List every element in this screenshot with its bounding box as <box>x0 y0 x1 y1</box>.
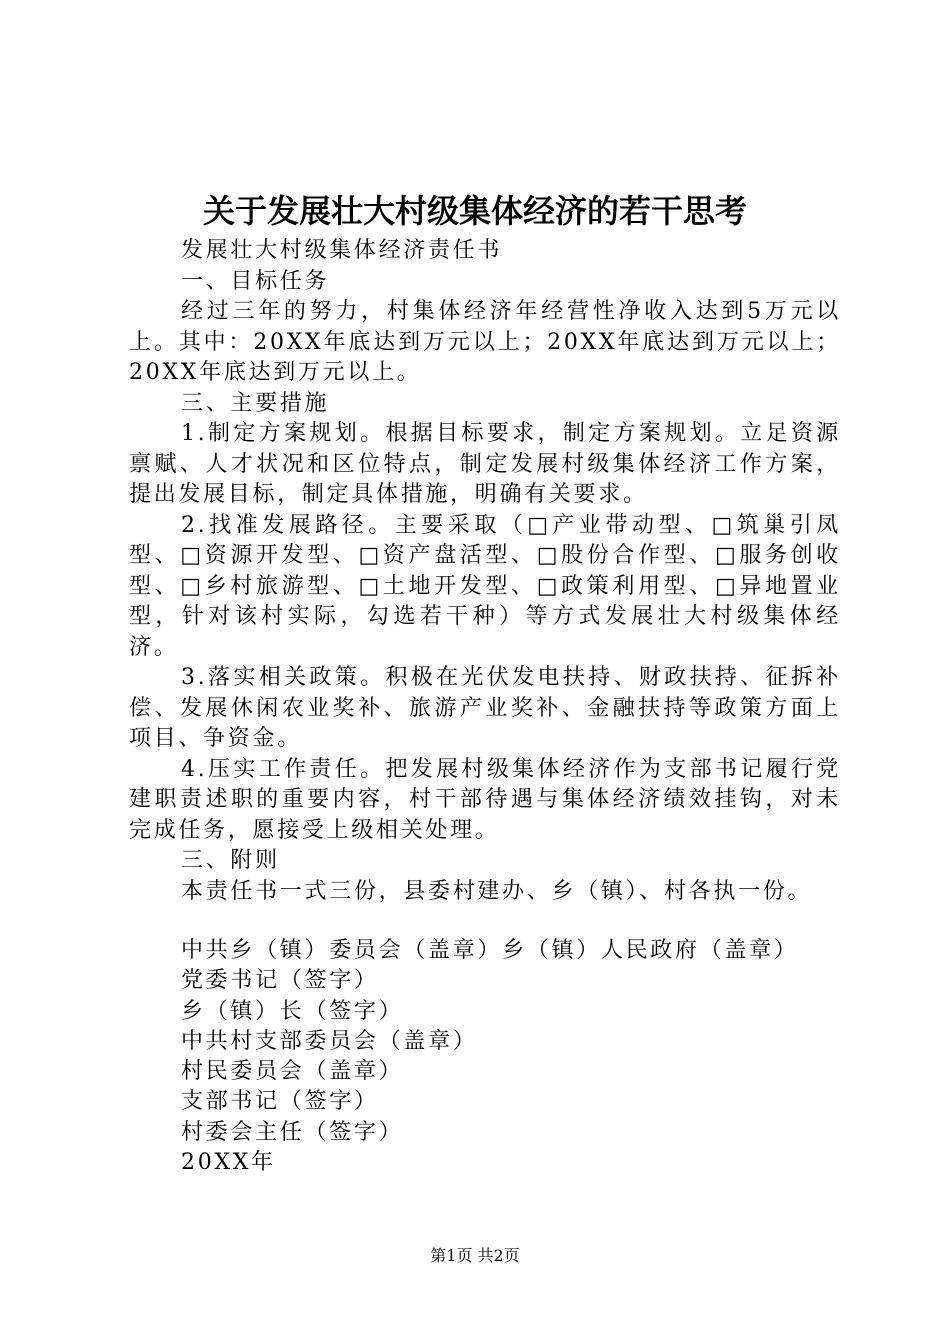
paragraph-goals: 经过三年的努力，村集体经济年经营性净收入达到5万元以上。其中：20XX年底达到万元以上；20XX年底达到万元以上；20XX年底达到万元以上。 <box>129 299 841 385</box>
signature-line: 乡（镇）长（签字） <box>181 998 404 1024</box>
signature-line: 支部书记（签字） <box>181 1089 379 1115</box>
signature-line: 党委书记（签字） <box>181 968 379 994</box>
signature-block <box>181 936 799 1178</box>
paragraph-measure-1: 1.制定方案规划。根据目标要求，制定方案规划。立足资源禀赋、人才状况和区位特点，制定发展村级集体经济工作方案，提出发展目标，制定具体措施，明确有关要求。 <box>129 421 841 507</box>
paragraph-measure-3: 3.落实相关政策。积极在光伏发电扶持、财政扶持、征拆补偿、发展休闲农业奖补、旅游产业奖补、金融扶持等政策方面上项目、争资金。 <box>129 665 841 751</box>
signature-line: 村委会主任（签字） <box>181 1119 404 1145</box>
paragraph-measure-4: 4.压实工作责任。把发展村级集体经济作为支部书记履行党建职责述职的重要内容，村干部待遇与集体经济绩效挂钩，对未完成任务，愿接受上级相关处理。 <box>129 756 841 843</box>
signature-line: 中共乡（镇）委员会（盖章）乡（镇）人民政府（盖章） <box>181 938 799 963</box>
signature-line: 村民委员会（盖章） <box>181 1059 404 1085</box>
document-body <box>129 236 841 907</box>
section-heading-goals: 一、目标任务 <box>181 268 330 294</box>
section-heading-appendix: 三、附则 <box>181 848 280 873</box>
signature-date: 20XX年 <box>181 1150 276 1176</box>
paragraph-measure-2: 2.找准发展路径。主要采取（□产业带动型、□筑巢引凤型、□资源开发型、□资产盘活型、□股份合作型、□服务创收型、□乡村旅游型、□土地开发型、□政策利用型、□异地置业型，针对该村实际，勾选若干种）等方式发展壮大村级集体经济。 <box>129 512 841 660</box>
signature-line: 中共村支部委员会（盖章） <box>181 1028 478 1054</box>
section-heading-measures: 三、主要措施 <box>181 390 330 416</box>
page-footer: 第1页 共2页 <box>430 1246 520 1265</box>
paragraph-appendix: 本责任书一式三份，县委村建办、乡（镇）、村各执一份。 <box>181 878 813 904</box>
document-title: 关于发展壮大村级集体经济的若干思考 <box>202 192 747 230</box>
paragraph-subtitle: 发展壮大村级集体经济责任书 <box>181 238 503 263</box>
